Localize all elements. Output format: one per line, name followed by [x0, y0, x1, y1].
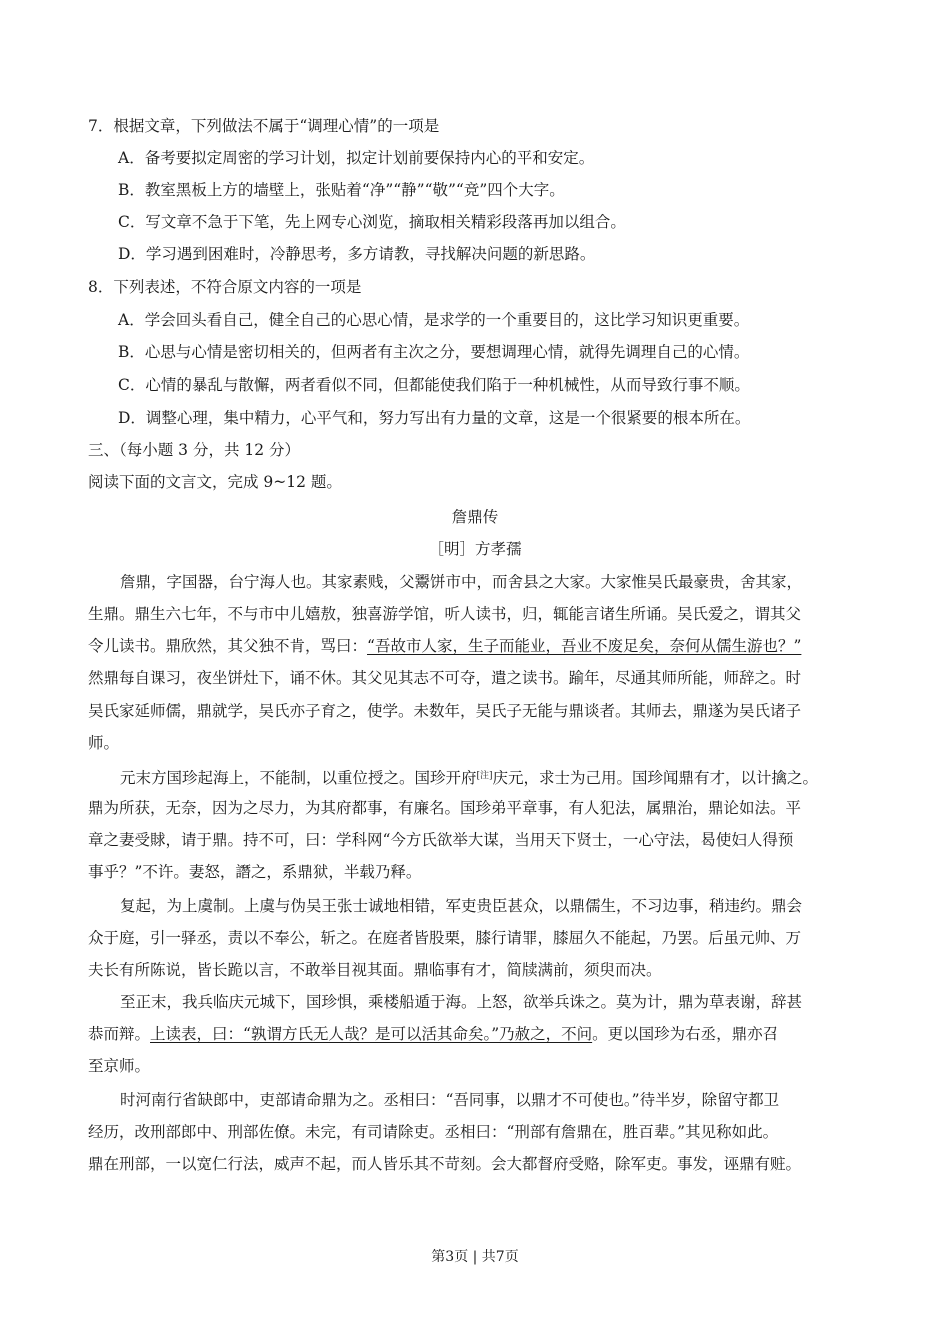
paragraph-line: 复起，为上虞制。上虞与伪吴王张士诚地相错，军吏贵臣甚众，以鼎儒生，不习边事，稍违约。鼎会	[120, 897, 803, 915]
footnote-marker: [注]	[476, 771, 493, 781]
paragraph-line: 夫长有所陈说，皆长跪以言，不敢举目视其面。鼎临事有才，简牍满前，须臾而决。	[88, 961, 662, 979]
paragraph-line: 然鼎每自课习，夜坐饼灶下，诵不休。其父见其志不可夺，遣之读书。踰年，尽通其师所能，师辞之。时	[88, 669, 802, 687]
text-span: 庆元，求士为己用。国珍闻鼎有才，以计擒之。	[492, 769, 819, 787]
paragraph-line	[88, 636, 868, 656]
paragraph-line: 时河南行省缺郎中，吏部请命鼎为之。丞相曰：“吾同事，以鼎才不可使也。”待半岁，除留守都卫	[120, 1091, 780, 1109]
question-8-option-c: C．心情的暴乱与散懈，两者看似不同，但都能使我们陷于一种机械性，从而导致行事不顺。	[118, 376, 750, 394]
paragraph-line: 鼎在刑部，一以宽仁行法，威声不起，而人皆乐其不苛刻。会大都督府受赂，除军吏。事发，诬鼎有赃。	[88, 1155, 802, 1173]
paragraph-line: 詹鼎，字国器，台宁海人也。其家素贱，父鬻饼市中，而舍县之大家。大家惟吴氏最豪贵，舍其家，	[120, 573, 803, 591]
question-7-option-c: C．写文章不急于下笔，先上网专心浏览，摘取相关精彩段落再加以组合。	[118, 213, 626, 231]
passage-title: 詹鼎传	[451, 508, 499, 526]
question-8-option-d: D．调整心理，集中精力，心平气和，努力写出有力量的文章，这是一个很紧要的根本所在。	[118, 409, 751, 427]
paragraph-line: 章之妻受賕，请于鼎。持不可，曰：学科网“今方氏欲举大谋，当用天下贤士，一心守法，曷使妇人得预	[88, 831, 794, 849]
underlined-sentence: 上读表，曰：“孰谓方氏无人哉？是可以活其命矣。”乃赦之，不问	[150, 1025, 593, 1043]
question-7-stem: 7．根据文章，下列做法不属于“调理心情”的一项是	[88, 117, 440, 135]
paragraph-line	[88, 766, 900, 788]
question-8-stem: 8．下列表述，不符合原文内容的一项是	[88, 278, 362, 296]
section-heading: 三、（每小题 3 分，共 12 分）	[88, 441, 301, 459]
paragraph-line: 师。	[88, 734, 120, 752]
paragraph-line: 吴氏家延师儒，鼎就学，吴氏亦子育之，使学。未数年，吴氏子无能与鼎谈者。其师去，鼎遂为吴氏诸子	[88, 702, 802, 720]
paragraph-line: 生鼎。鼎生六七年，不与市中儿嬉敖，独喜游学馆，听人读书，归，辄能言诸生所诵。吴氏爱之，谓其父	[88, 605, 802, 623]
section-instruction: 阅读下面的文言文，完成 9~12 题。	[88, 473, 342, 491]
page-footer: 第3页 | 共7页	[431, 1249, 519, 1265]
text-span: 恭而辩。	[88, 1025, 151, 1043]
paragraph-line: 经历，改刑部郎中、刑部佐僚。未完，有司请除吏。丞相曰：“刑部有詹鼎在，胜百辈。”其见称如此。	[88, 1123, 779, 1141]
paragraph-line: 鼎为所获，无奈，因为之尽力，为其府都事，有廉名。国珍弟平章事，有人犯法，属鼎治，鼎论如法。平	[88, 799, 802, 817]
underlined-sentence: “吾故市人家，生子而能业，吾业不废足矣，奈何从儒生游也？”	[367, 637, 802, 655]
paragraph-line	[88, 1024, 868, 1044]
question-8-option-a: A．学会回头看自己，健全自己的心思心情，是求学的一个重要目的，这比学习知识更重要。	[118, 311, 750, 329]
question-7-option-a: A．备考要拟定周密的学习计划，拟定计划前要保持内心的平和安定。	[118, 149, 595, 167]
question-8-option-b: B．心思与心情是密切相关的，但两者有主次之分，要想调理心情，就得先调理自己的心情。	[118, 343, 750, 361]
paragraph-line: 至正末，我兵临庆元城下，国珍惧，乘楼船遁于海。上怒，欲举兵诛之。莫为计，鼎为草表谢，辞甚	[120, 993, 803, 1011]
question-7-option-d: D．学习遇到困难时，冷静思考，多方请教，寻找解决问题的新思路。	[118, 245, 596, 263]
text-span: 。更以国珍为右丞，鼎亦召	[592, 1025, 779, 1043]
text-span: 令儿读书。鼎欣然，其父独不肯，骂曰：	[88, 637, 368, 655]
passage-author: ［明］方孝孺	[428, 540, 522, 558]
paragraph-line: 众于庭，引一驿丞，责以不奉公，斩之。在庭者皆股栗，膝行请罪，膝屈久不能起，乃罢。后虽元帅、万	[88, 929, 802, 947]
paragraph-line: 事乎？”不许。妻怒，譖之，系鼎狱，半载乃释。	[88, 863, 422, 881]
text-span: 元末方国珍起海上，不能制，以重位授之。国珍开府	[120, 769, 477, 787]
question-7-option-b: B．教室黑板上方的墙壁上，张贴着“净”“静”“敬”“竞”四个大字。	[118, 181, 565, 199]
paragraph-line: 至京师。	[88, 1057, 151, 1075]
